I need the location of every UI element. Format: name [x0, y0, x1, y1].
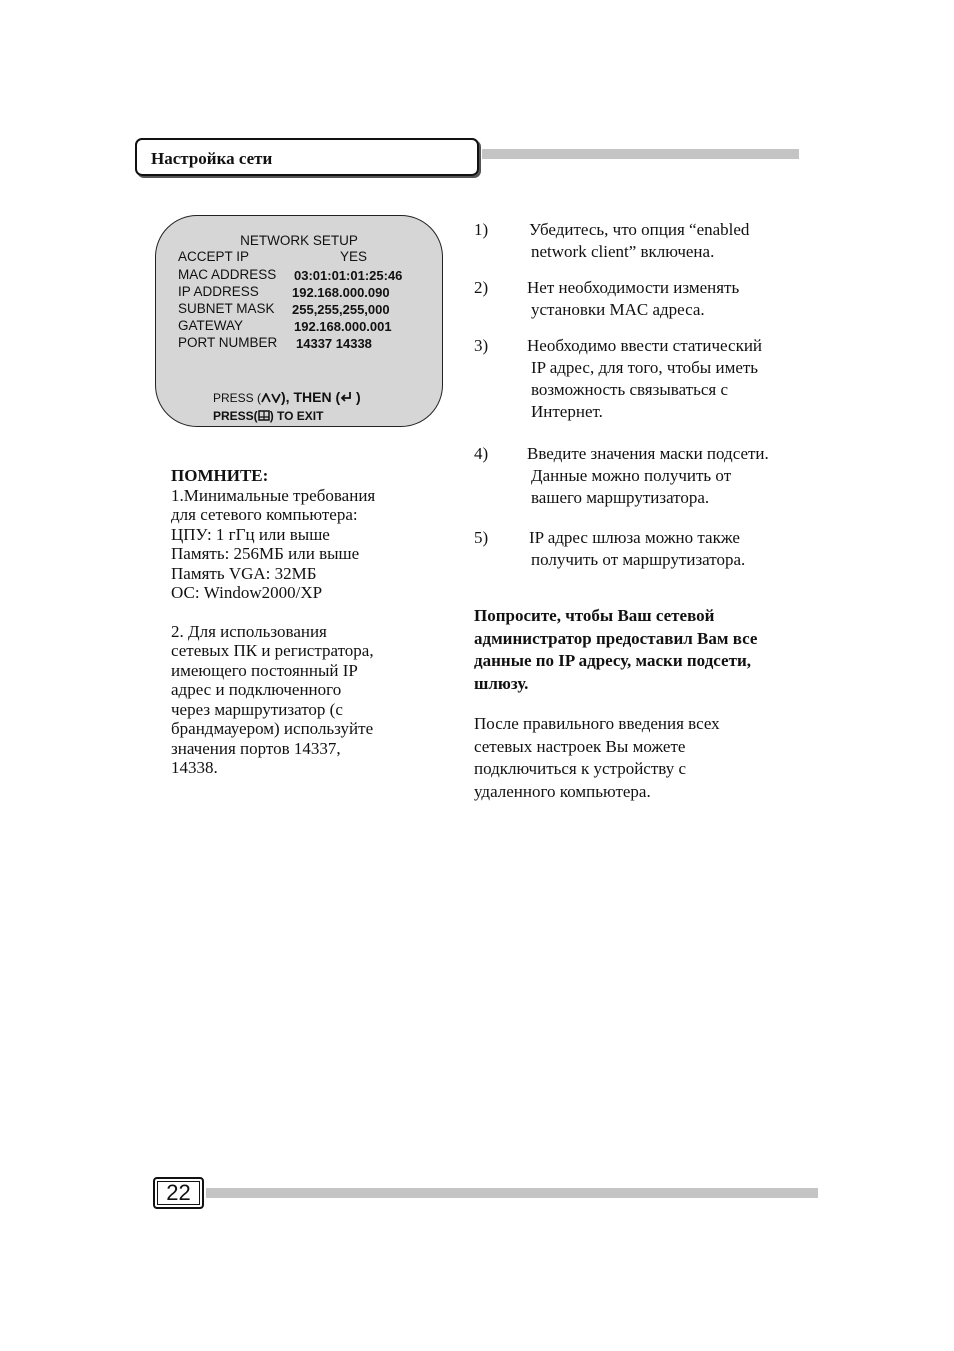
note-2-line: 14338.: [171, 758, 218, 777]
note-1-line: ОС: Window2000/XP: [171, 583, 323, 602]
note-line: удаленного компьютера.: [474, 781, 651, 801]
mac-address-label: MAC ADDRESS: [178, 267, 277, 282]
note-line: шлюзу.: [474, 673, 529, 693]
step-number: 3): [474, 336, 489, 355]
step-line: Введите значения маски подсети.: [527, 444, 769, 463]
mac-address-value: 03:01:01:01:25:46: [294, 268, 403, 283]
step-number: 4): [474, 444, 489, 463]
step-number: 1): [474, 220, 489, 239]
remember-notes: [171, 466, 406, 778]
enter-key-icon: [340, 391, 352, 403]
port-number-label: PORT NUMBER: [178, 335, 278, 350]
ip-address-label: IP ADDRESS: [178, 284, 259, 299]
step-line: IP адрес шлюза можно также: [529, 528, 740, 547]
step-line: Данные можно получить от: [531, 466, 732, 485]
step-line: Нет необходимости изменять: [527, 278, 740, 297]
footer-rule: [206, 1188, 818, 1198]
section-title: Настройка сети: [151, 149, 273, 168]
header-rule: [482, 149, 799, 159]
note-1-line: 1.Минимальные требования: [171, 485, 376, 505]
step-3: [474, 335, 809, 423]
step-4: [474, 443, 809, 509]
step-line: IP адрес, для того, чтобы иметь: [531, 358, 759, 377]
note-line: После правильного введения всех: [474, 714, 720, 733]
press-navigate-hint: [213, 389, 361, 405]
gateway-label: GATEWAY: [178, 318, 244, 333]
connection-note: [474, 713, 803, 803]
network-setup-screen: [155, 215, 443, 427]
press-close: ): [352, 389, 361, 405]
port-number-value: 14337 14338: [296, 336, 372, 351]
note-line: подключиться к устройству с: [474, 759, 687, 778]
note-2-line: через маршрутизатор (с: [171, 699, 343, 719]
down-arrow-icon: [271, 393, 281, 403]
note-line: администратор предоставил Вам все: [474, 628, 758, 648]
step-line: вашего маршрутизатора.: [531, 488, 710, 507]
note-1-line: для сетевого компьютера:: [171, 505, 358, 524]
up-arrow-icon: [261, 393, 271, 403]
menu-key-icon: [258, 410, 270, 421]
step-1: [474, 219, 809, 263]
exit-suffix: ) TO EXIT: [269, 409, 324, 423]
step-line: возможность связываться с: [531, 380, 729, 399]
press-exit-hint: [213, 409, 323, 423]
exit-prefix: PRESS(: [213, 409, 258, 423]
step-line: Необходимо ввести статический: [527, 336, 763, 355]
note-2-line: значения портов 14337,: [171, 738, 341, 758]
note-line: Попросите, чтобы Ваш сетевой: [474, 606, 715, 625]
step-line: получить от маршрутизатора.: [531, 550, 746, 569]
remember-heading: ПОМНИТЕ:: [171, 466, 269, 485]
section-header: [135, 138, 479, 176]
note-1-line: Память VGA: 32МБ: [171, 563, 317, 583]
step-line: network client” включена.: [531, 242, 715, 261]
accept-ip-label: ACCEPT IP: [178, 249, 250, 264]
subnet-mask-label: SUBNET MASK: [178, 301, 275, 316]
subnet-mask-value: 255,255,255,000: [292, 302, 390, 317]
step-5: [474, 527, 809, 571]
step-2: [474, 277, 809, 321]
accept-ip-value: YES: [340, 249, 368, 264]
note-1-line: ЦПУ: 1 гГц или выше: [171, 524, 330, 544]
ip-address-value: 192.168.000.090: [292, 285, 390, 300]
note-line: сетевых настроек Вы можете: [474, 736, 686, 756]
step-number: 5): [474, 528, 489, 547]
note-2-line: адрес и подключенного: [171, 680, 342, 699]
admin-request-note: [474, 605, 803, 695]
step-line: Убедитесь, что опция “enabled: [529, 220, 750, 239]
note-line: данные по IP адресу, маски подсети,: [474, 651, 751, 670]
step-number: 2): [474, 278, 489, 297]
gateway-value: 192.168.000.001: [294, 319, 392, 334]
press-then: ), THEN (: [281, 389, 341, 405]
step-line: установки MAC адреса.: [531, 300, 705, 319]
page-number: 22: [153, 1177, 204, 1209]
note-2-line: сетевых ПК и регистратора,: [171, 641, 374, 660]
screen-title: NETWORK SETUP: [240, 233, 358, 248]
note-2-line: 2. Для использования: [171, 621, 327, 641]
note-2-line: брандмауером) используйте: [171, 719, 374, 738]
press-prefix: PRESS (: [213, 391, 262, 405]
note-2-line: имеющего постоянный IP: [171, 660, 358, 680]
step-line: Интернет.: [531, 402, 603, 421]
note-1-line: Память: 256МБ или выше: [171, 544, 360, 563]
